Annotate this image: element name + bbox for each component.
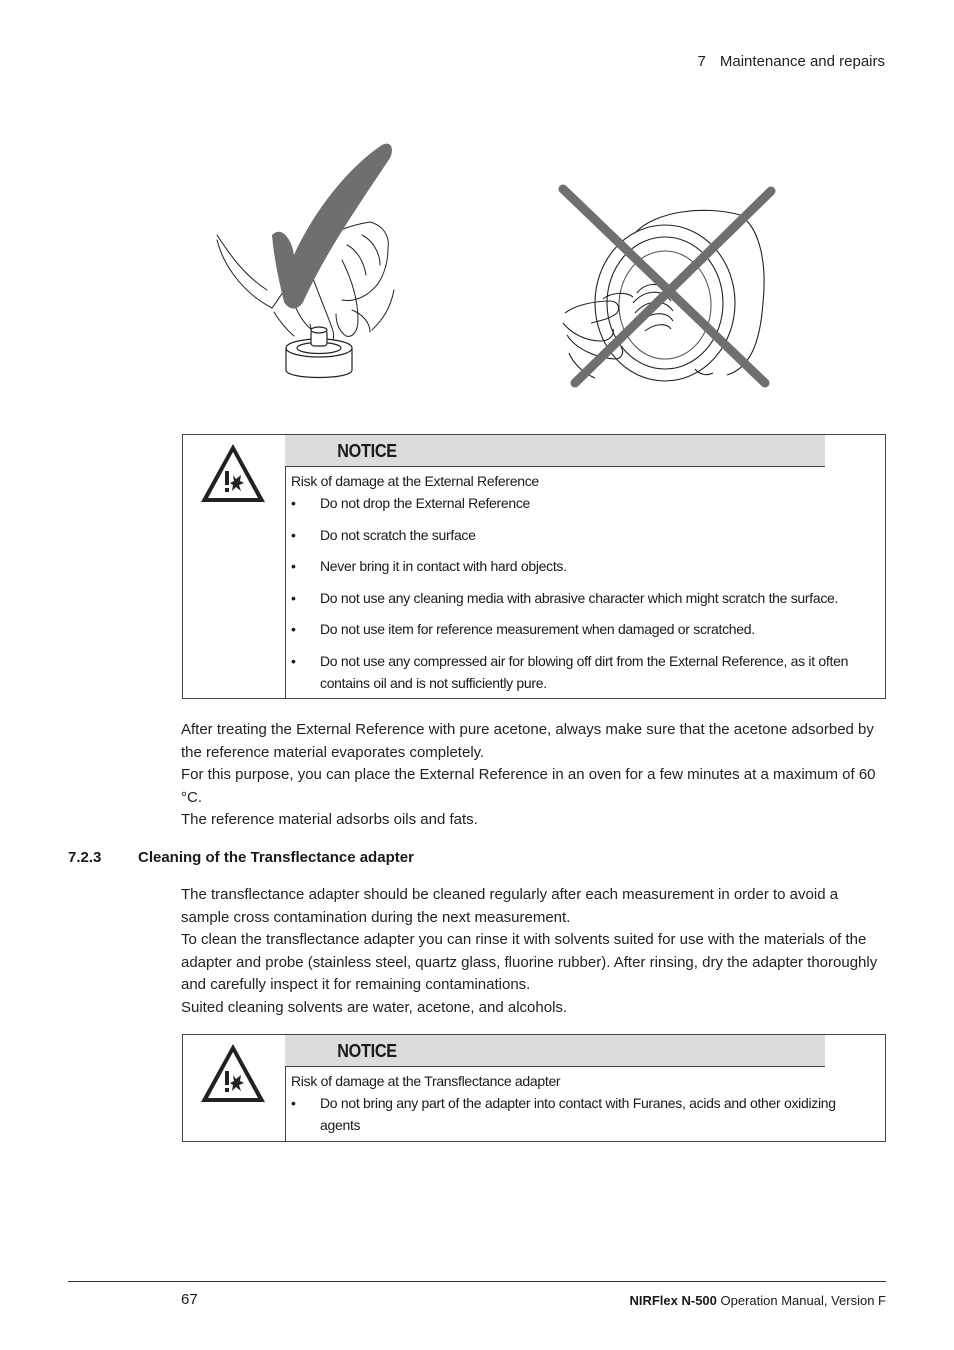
list-item: • Do not use any cleaning media with abrasive character which might scratch the surface. [291, 589, 839, 606]
notice-title: NOTICE [285, 435, 825, 467]
notice-list [291, 1092, 877, 1136]
running-header [698, 53, 885, 70]
figure-incorrect-handling [555, 183, 780, 388]
list-item: • Do not bring any part of the adapter into contact with Furanes, acids and other oxidizing agents [291, 1095, 836, 1133]
paragraph-line: After treating the External Reference with pure acetone, always make sure that the acetone adsorbed by the reference material evaporates completely. [181, 721, 874, 761]
figure-correct-handling [212, 140, 397, 385]
notice-icon-cell [183, 1035, 286, 1141]
paragraph-line: For this purpose, you can place the External Reference in an oven for a few minutes at a maximum of 60 °C. [181, 766, 876, 806]
warning-damage-icon [198, 441, 268, 505]
list-item: • Do not drop the External Reference [291, 495, 531, 511]
paragraph-line: The reference material adsorbs oils and fats. [181, 811, 478, 828]
notice-box-external-reference [182, 434, 886, 699]
paragraph-line: Suited cleaning solvents are water, acetone, and alcohols. [181, 998, 568, 1016]
list-item: • Do not use any compressed air for blowing off dirt from the External Reference, as it often contains oil and is not sufficiently pure. [291, 652, 849, 691]
list-item: • Do not use item for reference measurement when damaged or scratched. [291, 621, 755, 638]
paragraph-acetone [181, 719, 886, 832]
notice-title: NOTICE [285, 1035, 825, 1067]
section-title: Cleaning of the Transflectance adapter [138, 849, 414, 866]
paragraph-line: The transflectance adapter should be cleaned regularly after each measurement in order to avoid a sample cross contamination during the next measurement. [181, 886, 839, 926]
cross-mark-icon [563, 189, 771, 383]
section-number: 7.2.3 [68, 849, 102, 866]
notice-intro: Risk of damage at the External Reference [291, 473, 539, 489]
section-heading [68, 849, 414, 866]
notice-icon-cell [183, 435, 286, 698]
product-name: NIRFlex N-500 [629, 1293, 717, 1308]
footer-rule [68, 1281, 886, 1282]
page-number: 67 [181, 1291, 198, 1308]
hand-holding-reference-illustration [212, 140, 397, 385]
finger-touching-reference-illustration [555, 183, 780, 388]
warning-damage-icon [198, 1041, 268, 1105]
chapter-title: Maintenance and repairs [719, 53, 885, 70]
list-item: • Never bring it in contact with hard objects. [291, 558, 567, 575]
check-mark-icon [272, 144, 392, 309]
list-item: • Do not scratch the surface [291, 526, 476, 543]
notice-intro: Risk of damage at the Transflectance adapter [291, 1073, 561, 1089]
paragraph-transflectance [181, 884, 886, 1019]
paragraph-line: To clean the transflectance adapter you can rinse it with solvents suited for use with the materials of the adapter and probe (stainless steel, quartz glass, fluorine rubber). After rinsing, dry the adapter thoroughly and carefully inspect it for remaining contaminations. [181, 931, 878, 993]
chapter-number: 7 [697, 53, 706, 70]
notice-list [291, 492, 877, 694]
document-title: Operation Manual, Version F [720, 1293, 886, 1308]
footer-document-title [629, 1293, 886, 1308]
notice-box-transflectance-adapter [182, 1034, 886, 1142]
